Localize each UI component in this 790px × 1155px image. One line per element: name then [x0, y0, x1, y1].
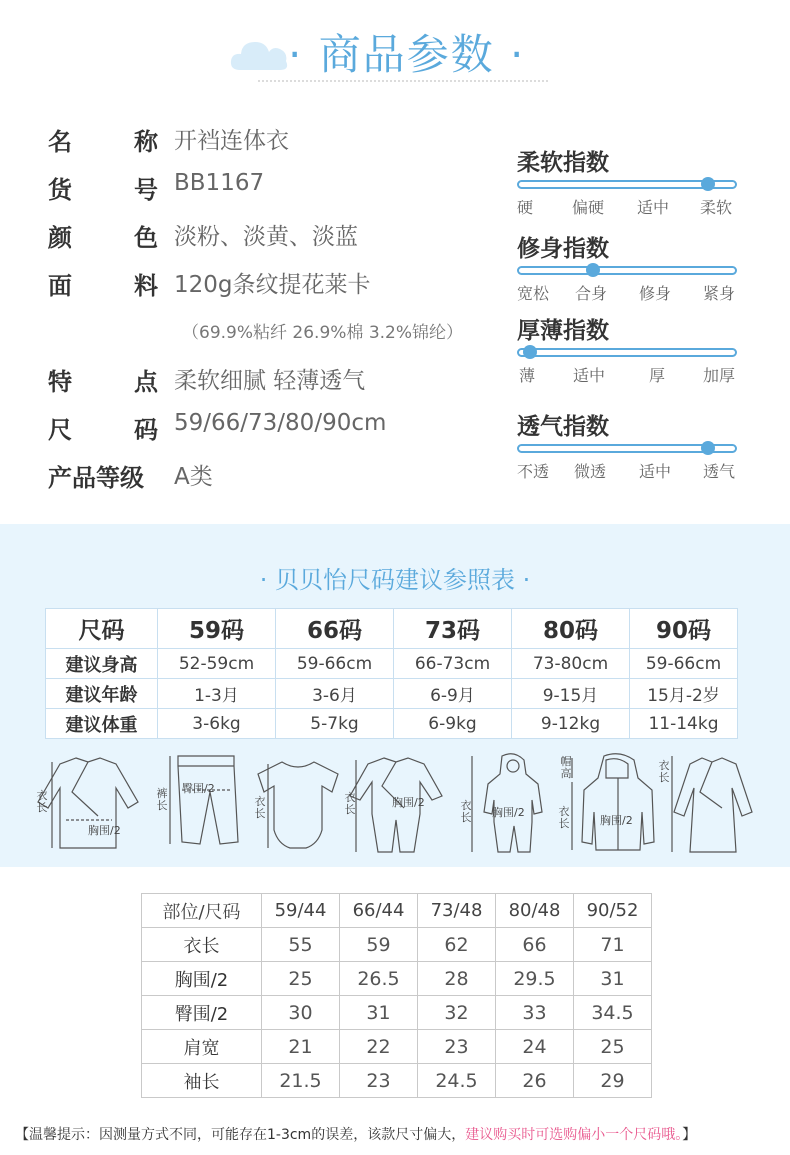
table-cell: 6-9月: [394, 679, 512, 709]
table-cell: 31: [340, 996, 418, 1030]
table-cell: 21: [262, 1030, 340, 1064]
index-knob: [523, 345, 537, 359]
index-label: 硬: [517, 198, 534, 217]
table-cell: 29.5: [496, 962, 574, 996]
thickness-index: [517, 312, 739, 387]
param-key: 颜: [48, 224, 72, 252]
size-reference-section: [0, 524, 790, 867]
index-label: 微透: [574, 462, 607, 481]
chest-label: 胸围/2: [600, 814, 633, 827]
table-row: [46, 709, 738, 739]
table-cell: 15月-2岁: [630, 679, 738, 709]
table-row: [46, 679, 738, 709]
param-key: 名: [48, 128, 72, 156]
table-cell: 26: [496, 1064, 574, 1098]
param-value: BB1167: [174, 170, 265, 196]
index-knob: [701, 177, 715, 191]
bodysuit-diagram: [252, 752, 342, 857]
table-cell: 55: [262, 928, 340, 962]
table-cell: 71: [574, 928, 652, 962]
table-cell: 23: [418, 1030, 496, 1064]
gown-diagram: [656, 752, 754, 857]
index-title: 透气指数: [517, 414, 609, 440]
table-cell: 24.5: [418, 1064, 496, 1098]
table-cell: 24: [496, 1030, 574, 1064]
section-header: [0, 0, 790, 100]
table-cell: 34.5: [574, 996, 652, 1030]
romper-diagram: [344, 752, 444, 857]
index-labels: [517, 281, 739, 305]
index-label: 修身: [639, 284, 672, 303]
table-cell: 59: [340, 928, 418, 962]
row-header: 建议年龄: [46, 679, 158, 709]
table-header: 80/48: [496, 894, 574, 928]
index-knob: [701, 441, 715, 455]
index-label: 不透: [517, 462, 550, 481]
coat-length-label: 衣长: [658, 759, 670, 784]
breathability-index: [517, 408, 739, 483]
index-label: 合身: [575, 284, 608, 303]
table-header: 90/52: [574, 894, 652, 928]
kimono-top-diagram: [36, 752, 144, 857]
coat-length-label: 衣长: [344, 791, 356, 816]
table-cell: 3-6kg: [158, 709, 276, 739]
table-cell: 33: [496, 996, 574, 1030]
table-row: [142, 962, 652, 996]
param-value: 淡粉、淡黄、淡蓝: [174, 224, 358, 250]
table-cell: 59-66cm: [276, 649, 394, 679]
param-key: 码: [134, 416, 158, 444]
param-key: 特: [48, 368, 72, 396]
size-reference-table: [45, 608, 738, 739]
table-header: 尺码: [46, 609, 158, 649]
table-cell: 23: [340, 1064, 418, 1098]
index-label: 加厚: [703, 366, 736, 385]
table-cell: 21.5: [262, 1064, 340, 1098]
table-cell: 62: [418, 928, 496, 962]
pants-diagram: [156, 752, 242, 857]
index-labels: [517, 195, 739, 219]
param-value: A类: [174, 464, 213, 490]
table-row: [142, 928, 652, 962]
index-label: 宽松: [517, 284, 550, 303]
row-header: 臀围/2: [142, 996, 262, 1030]
row-header: 袖长: [142, 1064, 262, 1098]
param-value: 59/66/73/80/90cm: [174, 410, 387, 436]
param-key: 货: [48, 176, 72, 204]
size-reference-title: · 贝贝怡尺码建议参照表 ·: [259, 566, 531, 594]
row-header: 建议体重: [46, 709, 158, 739]
index-label: 薄: [519, 366, 536, 385]
page-title: · 商品参数 ·: [288, 30, 526, 79]
table-header-row: [46, 609, 738, 649]
table-cell: 59-66cm: [630, 649, 738, 679]
table-row: [142, 996, 652, 1030]
table-cell: 25: [262, 962, 340, 996]
index-label: 偏硬: [572, 198, 605, 217]
table-cell: 31: [574, 962, 652, 996]
hooded-romper-diagram: [458, 752, 558, 857]
table-row: [46, 649, 738, 679]
table-cell: 29: [574, 1064, 652, 1098]
param-key: 号: [134, 176, 158, 204]
table-cell: 1-3月: [158, 679, 276, 709]
chest-label: 胸围/2: [88, 824, 121, 837]
index-knob: [586, 263, 600, 277]
table-cell: 28: [418, 962, 496, 996]
table-cell: 66-73cm: [394, 649, 512, 679]
chest-label: 胸围/2: [392, 796, 425, 809]
param-value: 柔软细腻 轻薄透气: [174, 368, 366, 394]
table-cell: 5-7kg: [276, 709, 394, 739]
title-divider: [258, 80, 548, 82]
table-header: 部位/尺码: [142, 894, 262, 928]
hooded-jacket-diagram: [554, 752, 658, 857]
table-cell: 22: [340, 1030, 418, 1064]
hat-height-label: 帽高: [560, 755, 572, 780]
measurement-table: [141, 893, 652, 1098]
param-key: 面: [48, 272, 72, 300]
coat-length-label: 衣长: [558, 805, 570, 830]
param-key: 称: [134, 128, 158, 156]
table-header-row: [142, 894, 652, 928]
index-track: [517, 348, 737, 357]
index-label: 透气: [703, 462, 736, 481]
row-header: 衣长: [142, 928, 262, 962]
table-cell: 3-6月: [276, 679, 394, 709]
index-track: [517, 266, 737, 275]
material-composition: （69.9%粘纤 26.9%棉 3.2%锦纶）: [182, 323, 464, 343]
garment-diagrams: [0, 752, 790, 857]
footnote-highlight: 建议购买时可选购偏小一个尺码哦。: [465, 1127, 683, 1143]
row-header: 肩宽: [142, 1030, 262, 1064]
index-label: 适中: [637, 198, 670, 217]
table-cell: 9-12kg: [512, 709, 630, 739]
table-header: 66/44: [340, 894, 418, 928]
table-row: [142, 1030, 652, 1064]
table-header: 66码: [276, 609, 394, 649]
pants-length-label: 裤长: [156, 787, 168, 812]
param-key: 色: [134, 224, 158, 252]
table-cell: 26.5: [340, 962, 418, 996]
index-labels: [517, 363, 739, 387]
param-value: 120g条纹提花莱卡: [174, 272, 371, 298]
coat-length-label: 衣长: [36, 789, 48, 814]
index-track: [517, 444, 737, 453]
table-row: [142, 1064, 652, 1098]
footnote-text: 【温馨提示：因测量方式不同，可能存在1-3cm的误差，该款尺寸偏大，: [15, 1127, 466, 1143]
index-track: [517, 180, 737, 189]
table-header: 59码: [158, 609, 276, 649]
table-cell: 73-80cm: [512, 649, 630, 679]
table-header: 80码: [512, 609, 630, 649]
index-title: 修身指数: [517, 236, 609, 262]
index-label: 紧身: [703, 284, 736, 303]
footnote-end: 】: [682, 1127, 697, 1143]
table-cell: 30: [262, 996, 340, 1030]
param-value: 开裆连体衣: [174, 128, 289, 154]
coat-length-label: 衣长: [254, 795, 266, 820]
table-cell: 32: [418, 996, 496, 1030]
table-cell: 25: [574, 1030, 652, 1064]
table-header: 73码: [394, 609, 512, 649]
param-key: 产品等级: [48, 464, 144, 492]
index-labels: [517, 459, 739, 483]
hip-label: 臀围/2: [182, 782, 215, 795]
table-cell: 6-9kg: [394, 709, 512, 739]
cloud-icon: [228, 34, 292, 74]
param-key: 点: [134, 368, 158, 396]
softness-index: [517, 144, 739, 219]
row-header: 胸围/2: [142, 962, 262, 996]
index-label: 适中: [573, 366, 606, 385]
index-label: 适中: [639, 462, 672, 481]
table-header: 59/44: [262, 894, 340, 928]
param-key: 料: [134, 272, 158, 300]
param-key: 尺: [48, 416, 72, 444]
table-cell: 9-15月: [512, 679, 630, 709]
gown-icon: [656, 752, 754, 857]
kimono-top-icon: [36, 752, 144, 857]
index-title: 柔软指数: [517, 150, 609, 176]
table-cell: 11-14kg: [630, 709, 738, 739]
footnote: [15, 1124, 696, 1144]
table-header: 90码: [630, 609, 738, 649]
table-header: 73/48: [418, 894, 496, 928]
row-header: 建议身高: [46, 649, 158, 679]
index-label: 柔软: [700, 198, 733, 217]
table-cell: 52-59cm: [158, 649, 276, 679]
coat-length-label: 衣长: [460, 799, 472, 824]
chest-label: 胸围/2: [492, 806, 525, 819]
pants-icon: [156, 752, 242, 857]
index-label: 厚: [649, 366, 666, 385]
table-cell: 66: [496, 928, 574, 962]
fit-index: [517, 230, 739, 305]
index-title: 厚薄指数: [517, 318, 609, 344]
